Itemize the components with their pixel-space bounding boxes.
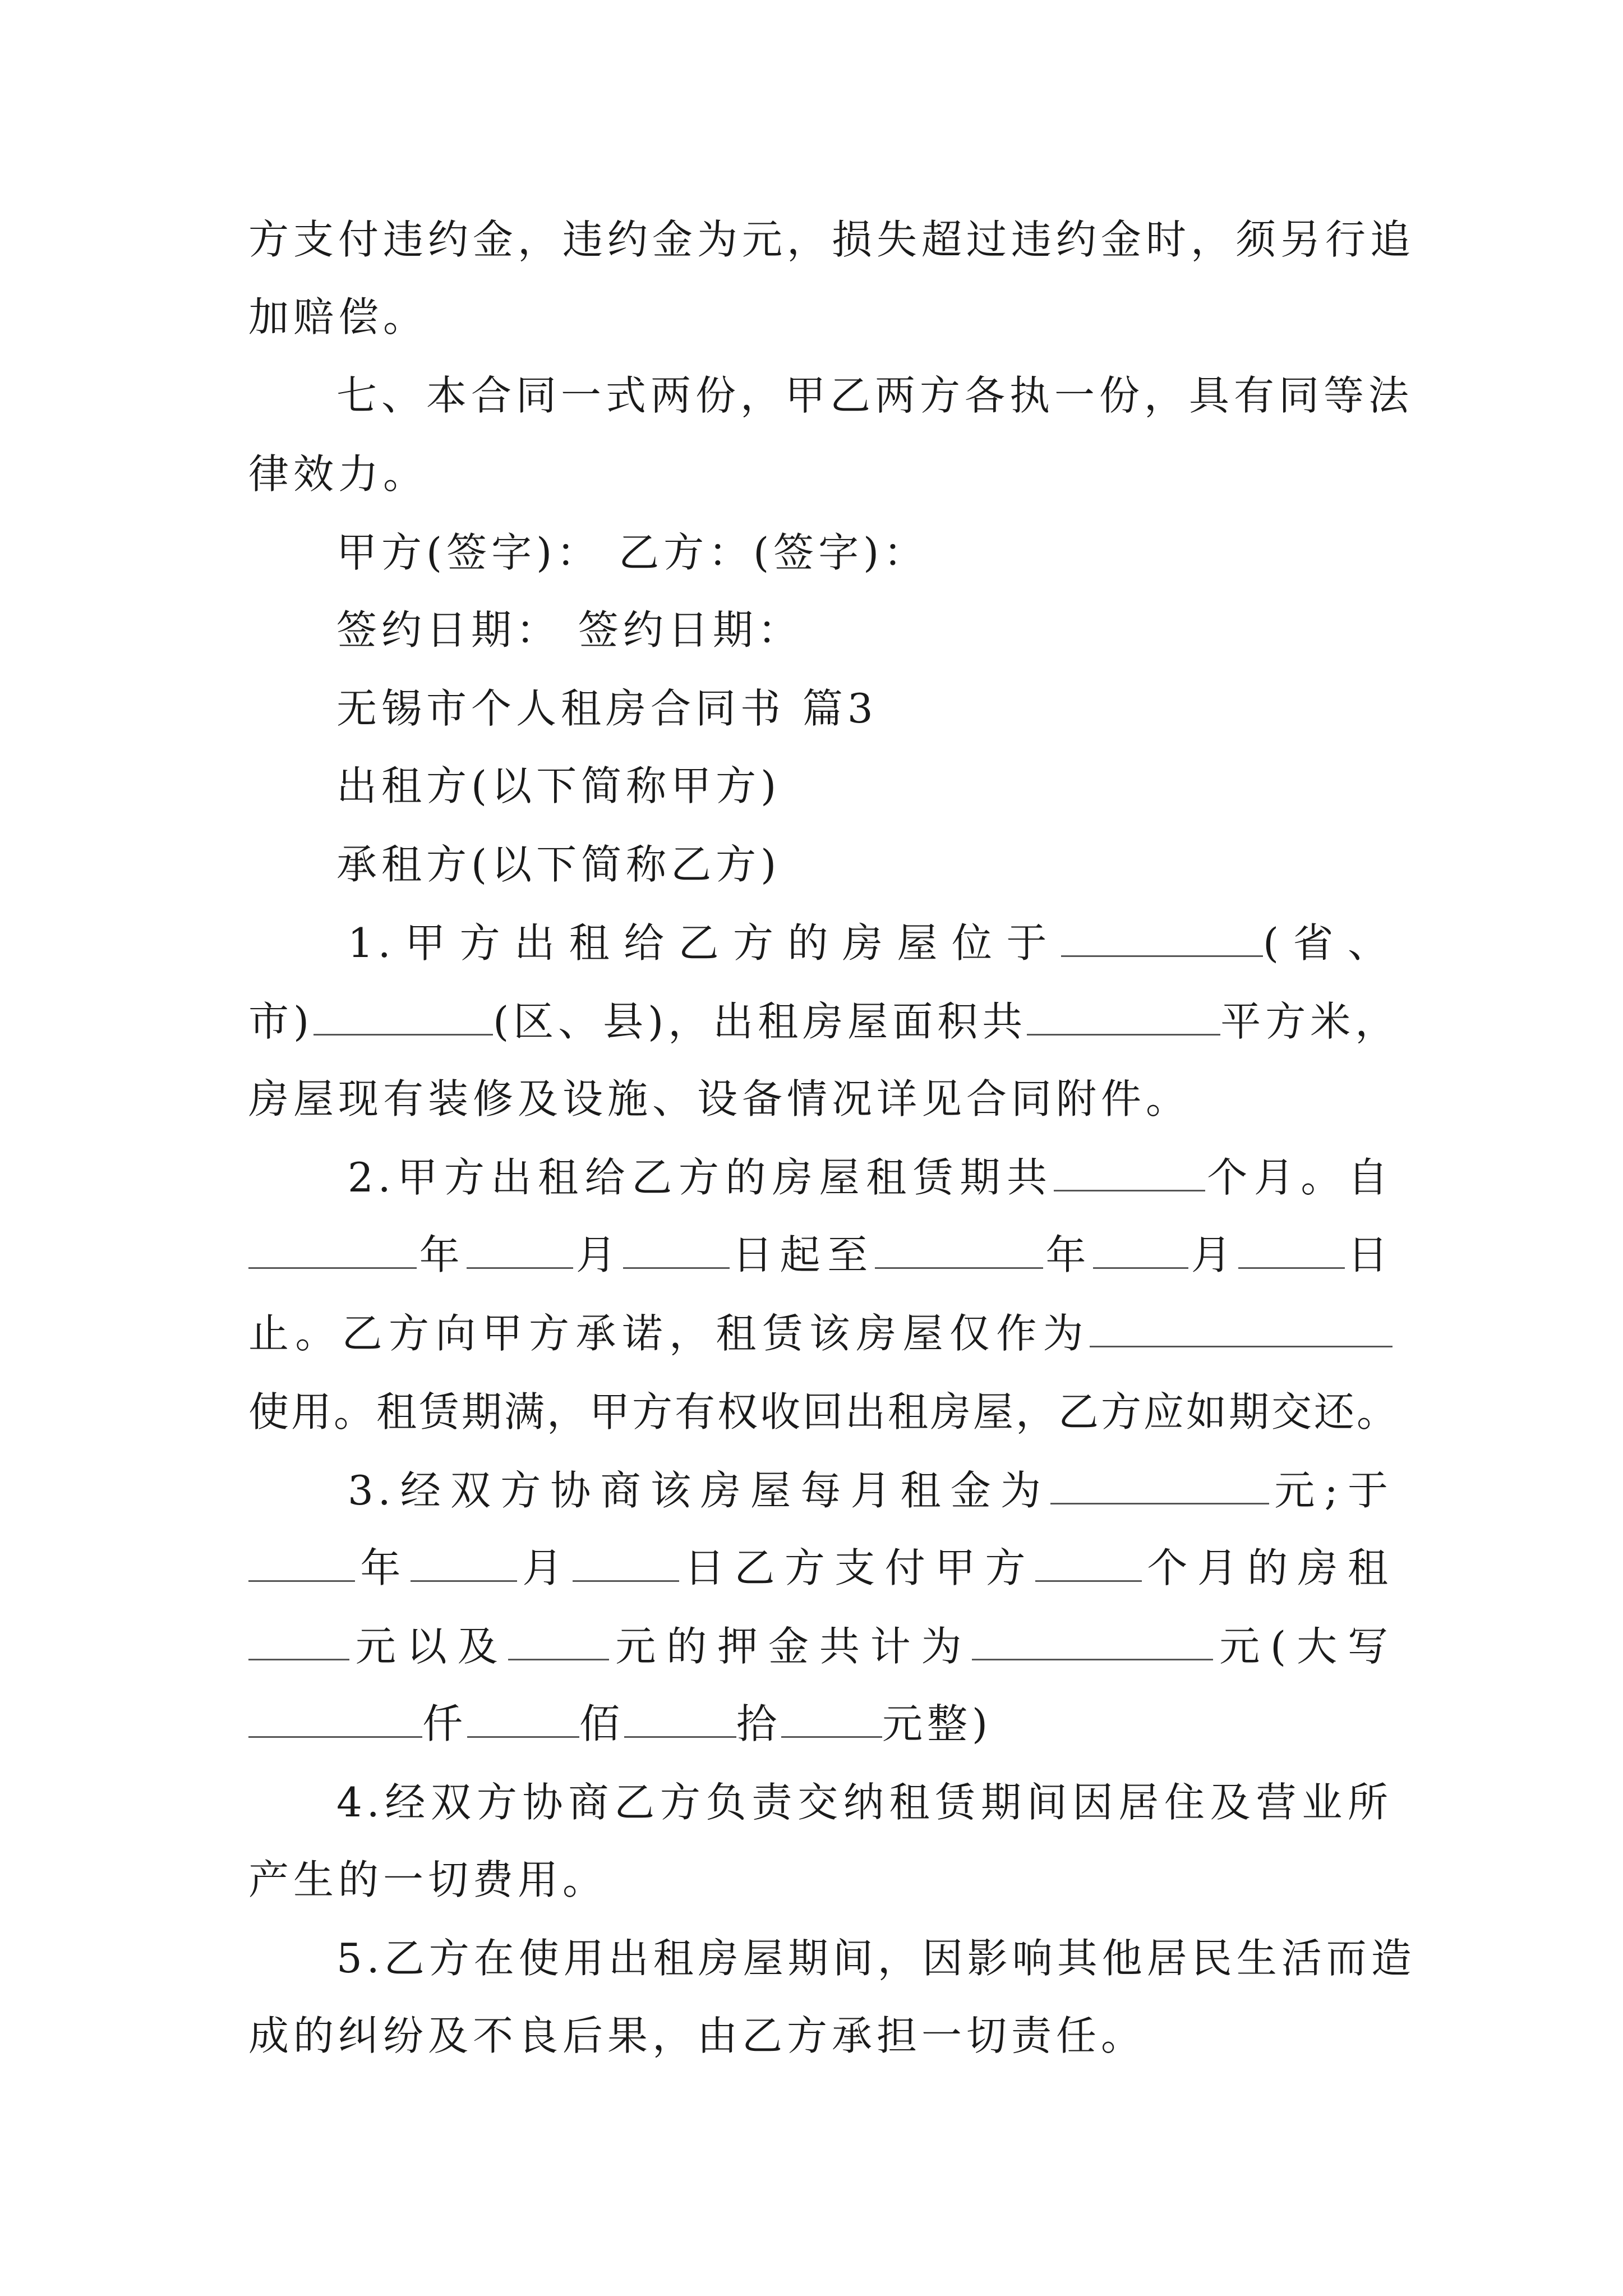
fill-blank [248,1622,349,1660]
clause-3-line: 仟 佰 拾 元整) [248,1690,1393,1757]
text-line: 方支付违约金，违约金为元，损失超过违约金时，须另行追 [248,216,1415,263]
fill-blank [411,1543,517,1582]
clause-2-line: 使用。租赁期满，甲方有权收回出租房屋，乙方应如期交还。 [248,1388,1400,1435]
fill-blank [1054,1153,1205,1191]
signature-line: 甲方(签字)： 乙方：(签字)： [336,529,929,576]
clause-3-line: 元以及 元的押金共计为 元(大写 [248,1613,1393,1680]
fill-blank [1035,1543,1142,1582]
fill-blank [508,1622,609,1660]
fill-blank [248,1230,417,1269]
clause-4-line: 产生的一切费用。 [248,1856,608,1903]
clause-2-line: 年 月 日起至 年 月 日 [248,1221,1393,1289]
fill-blank [1238,1230,1345,1269]
lessee-line: 承租方(以下简称乙方) [336,841,781,888]
fill-blank [972,1622,1213,1660]
text-line: 律效力。 [248,450,428,498]
clause-seven-line: 七、本合同一式两份，甲乙两方各执一份，具有同等法 [336,372,1414,419]
sign-date-line: 签约日期： 签约日期： [336,606,803,654]
clause-2-line: 2.甲方出租给乙方的房屋租赁期共 个月。自 [348,1154,1393,1201]
clause-3-line: 年 月 日乙方支付甲方 个月的房租 [248,1534,1393,1602]
text-line: 加赔偿。 [248,293,428,341]
fill-blank [623,1230,730,1269]
fill-blank [313,997,493,1036]
clause-5-line: 成的纠纷及不良后果，由乙方承担一切责任。 [248,2012,1146,2059]
fill-blank [624,1699,736,1738]
clause-3-line: 3.经双方协商该房屋每月租金为 元;于 [348,1467,1393,1514]
clause-4-line: 4.经双方协商乙方负责交纳租赁期间因居住及营业所 [336,1779,1393,1826]
clause-1-line: 房屋现有装修及设施、设备情况详见合同附件。 [248,1075,1191,1122]
lessor-line: 出租方(以下简称甲方) [336,762,781,809]
fill-blank [1090,1309,1393,1347]
clause-1-line: 市) (区、县)，出租房屋面积共 平方米， [248,998,1400,1045]
fill-blank [248,1543,355,1582]
fill-blank [875,1230,1043,1269]
fill-blank [781,1699,882,1738]
clause-1-line: 1.甲方出租给乙方的房屋位于 (省、 [348,919,1393,967]
fill-blank [467,1699,579,1738]
fill-blank [573,1543,679,1582]
clause-5-line: 5.乙方在使用出租房屋期间，因影响其他居民生活而造 [336,1935,1416,1982]
fill-blank [1027,997,1220,1036]
section-title: 无锡市个人租房合同书 篇3 [336,685,878,732]
clause-2-line: 止。乙方向甲方承诺，租赁该房屋仅作为 [248,1300,1393,1367]
fill-blank [1061,918,1263,957]
fill-blank [467,1230,573,1269]
fill-blank [248,1699,422,1738]
fill-blank [1050,1466,1269,1504]
fill-blank [1093,1230,1188,1269]
